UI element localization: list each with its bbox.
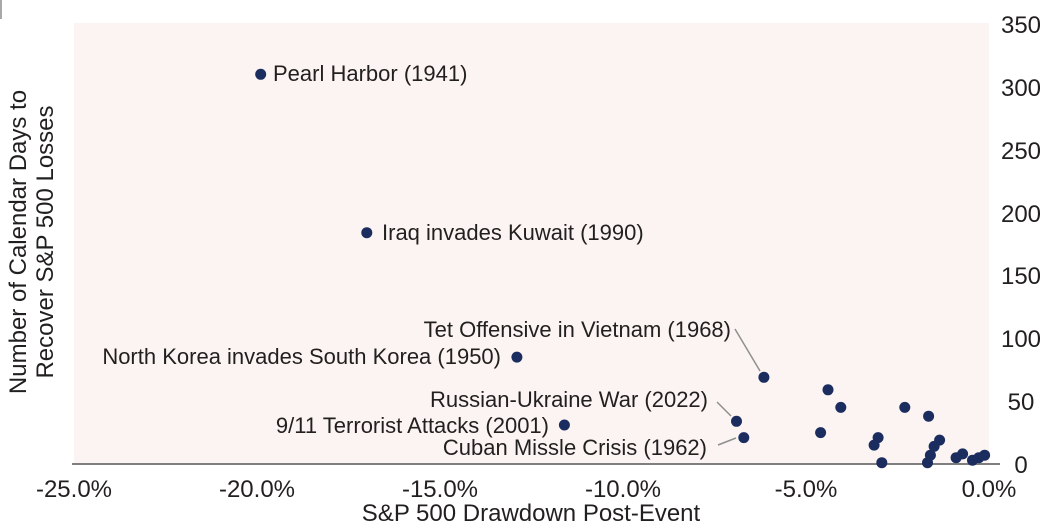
annotation-cuban-missile: Cuban Missle Crisis (1962) — [442, 435, 707, 460]
data-point — [957, 448, 968, 459]
data-point — [823, 384, 834, 395]
data-point-russia-ukraine — [731, 416, 742, 427]
data-point-north-korea — [511, 352, 522, 363]
annotation-russia-ukraine: Russian-Ukraine War (2022) — [430, 387, 708, 412]
x-tick-label: -20.0% — [218, 476, 296, 503]
y-tick-label: 0 — [1014, 452, 1028, 479]
x-tick-label: -10.0% — [584, 476, 662, 503]
y-tick-label: 350 — [1000, 12, 1042, 39]
x-tick-label: 0.0% — [961, 476, 1017, 503]
data-point — [815, 427, 826, 438]
data-point — [899, 402, 910, 413]
leader-line-tet-offensive — [735, 329, 760, 371]
y-axis-title — [5, 82, 61, 402]
y-axis-title-line1: Number of Calendar Days to — [5, 89, 32, 395]
data-point-pearl-harbor — [255, 69, 266, 80]
data-point-september-11 — [559, 420, 570, 431]
data-point-iraq-kuwait — [361, 227, 372, 238]
annotation-north-korea: North Korea invades South Korea (1950) — [102, 344, 501, 369]
y-tick-label: 100 — [1000, 326, 1042, 353]
data-point-tet-offensive — [758, 372, 769, 383]
data-point-cuban-missile — [738, 432, 749, 443]
annotation-pearl-harbor: Pearl Harbor (1941) — [273, 61, 468, 86]
y-tick-label: 250 — [1000, 138, 1042, 165]
y-axis-title-line2: Recover S&P 500 Losses — [32, 105, 59, 379]
leader-line-cuban-missile — [718, 438, 736, 445]
x-tick-label: -15.0% — [401, 476, 479, 503]
data-point — [922, 457, 933, 468]
annotation-iraq-kuwait: Iraq invades Kuwait (1990) — [382, 220, 644, 245]
x-tick-label: -25.0% — [35, 476, 113, 503]
y-tick-label: 300 — [1000, 75, 1042, 102]
annotation-tet-offensive: Tet Offensive in Vietnam (1968) — [423, 317, 731, 342]
data-point — [869, 440, 880, 451]
annotation-september-11: 9/11 Terrorist Attacks (2001) — [275, 413, 549, 438]
y-tick-label: 150 — [1000, 263, 1042, 290]
y-tick-label: 50 — [1007, 389, 1035, 416]
data-point — [979, 450, 990, 461]
leader-line-russia-ukraine — [717, 402, 731, 416]
data-point — [923, 411, 934, 422]
data-point — [835, 402, 846, 413]
x-tick-label: -5.0% — [774, 476, 838, 503]
y-tick-label: 200 — [1000, 201, 1042, 228]
data-point — [876, 457, 887, 468]
x-axis-title: S&P 500 Drawdown Post-Event — [361, 500, 701, 527]
